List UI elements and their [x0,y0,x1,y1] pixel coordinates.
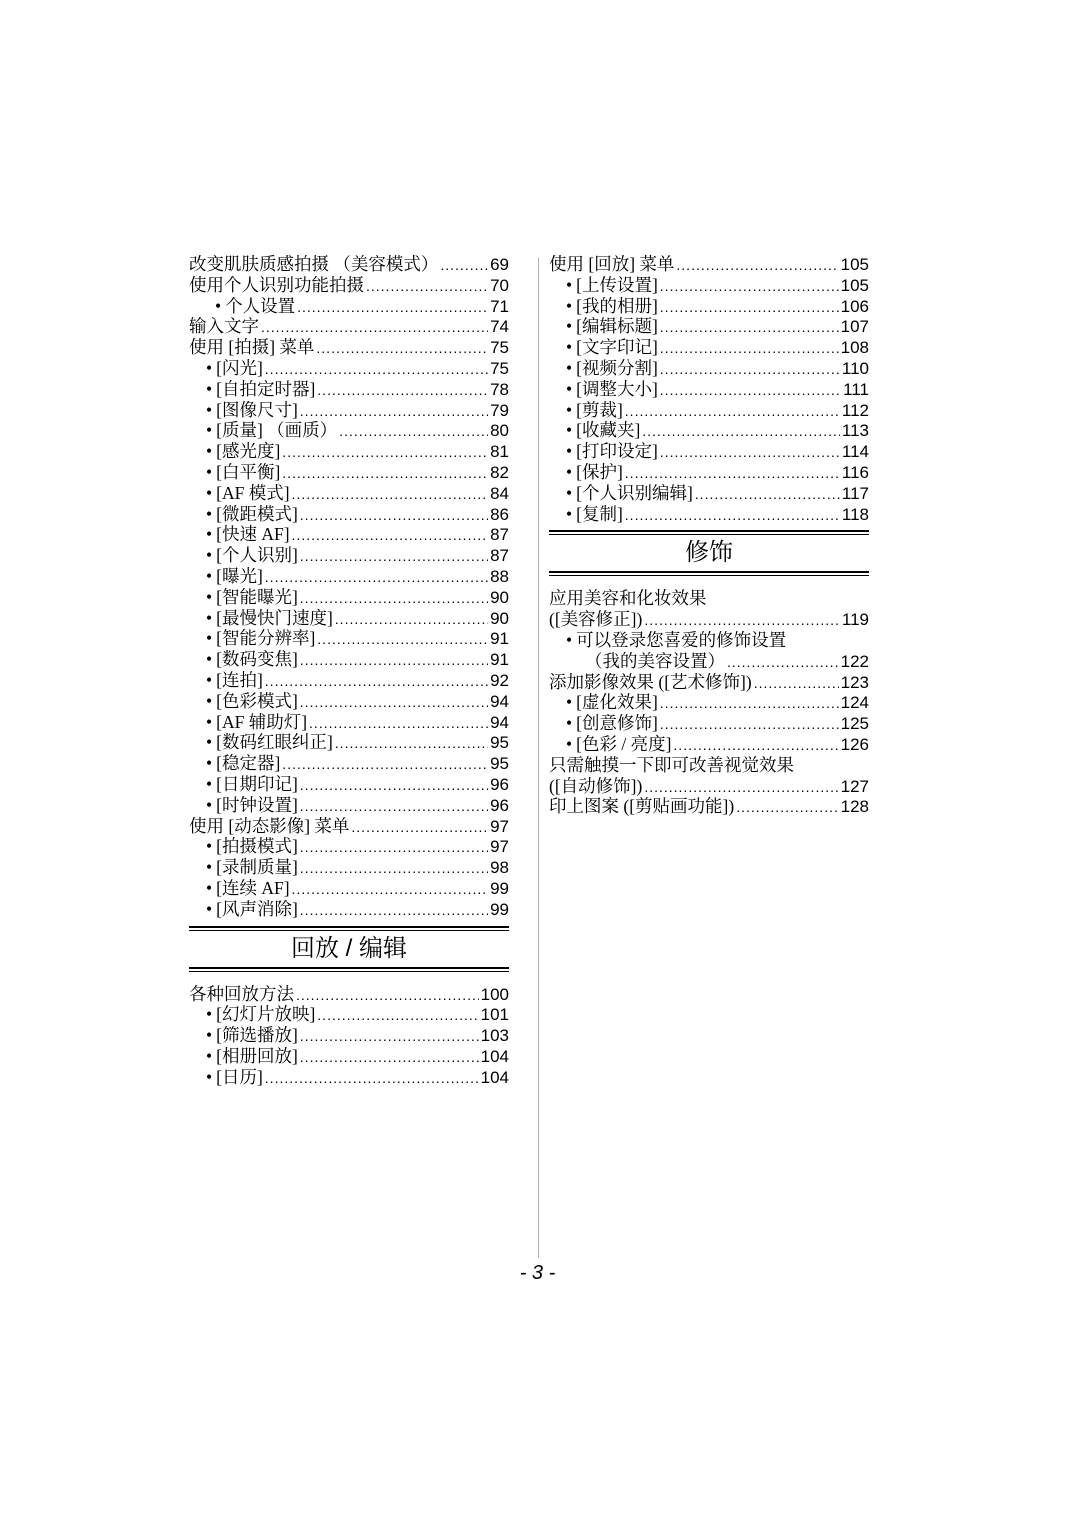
toc-entry[interactable] [549,254,869,275]
toc-entry[interactable] [549,755,869,776]
bullet-icon: • [566,337,573,358]
toc-entry-label: [个人识别编辑] [576,482,693,503]
leader-dots [754,673,839,694]
toc-entry-page: 117 [841,483,869,503]
bullet-icon: • [206,565,213,586]
leader-dots [300,775,488,796]
toc-entry-page: 80 [490,421,509,441]
toc-entry-label: 改变肌肤质感拍摄 （美容模式） [189,254,439,274]
leader-dots [282,754,488,775]
bullet-icon: • [566,503,573,524]
section-rule-bottom [189,967,509,972]
bullet-icon: • [206,482,213,503]
leader-dots [335,733,488,754]
toc-entry[interactable] [189,1046,509,1067]
toc-entry-page: 128 [840,797,869,817]
toc-entry-page: 87 [490,525,509,545]
bullet-icon: • [206,794,213,815]
leader-dots [261,317,488,338]
toc-entry[interactable] [189,712,509,733]
bullet-icon: • [206,1045,213,1066]
leader-dots [625,505,840,526]
leader-dots [660,359,840,380]
leader-dots [300,692,488,713]
leader-dots [644,777,838,798]
toc-entry[interactable] [189,608,509,629]
toc-entry-label: [虚化效果] [576,692,658,713]
leader-dots [440,255,488,276]
toc-entry-page: 81 [490,442,509,462]
bullet-icon: • [566,316,573,337]
section-rule-bottom [549,571,869,576]
toc-entry-label: [曝光] [216,565,263,586]
toc-entry-page: 101 [480,1005,509,1025]
toc-entry[interactable] [189,379,509,400]
toc-entry-page: 95 [490,733,509,753]
toc-entry-label: [文字印记] [576,337,658,358]
toc-entry[interactable] [189,587,509,608]
toc-entry-label: [快速 AF] [216,524,290,545]
bullet-icon: • [206,836,213,857]
bullet-icon: • [206,1066,213,1087]
leader-dots [625,463,840,484]
bullet-icon: • [206,898,213,919]
toc-entry-page: 107 [840,317,869,337]
leader-dots [316,338,488,359]
toc-entry-page: 105 [840,275,869,295]
toc-entry-page: 70 [490,275,509,295]
toc-entry-page: 90 [490,587,509,607]
leader-dots [317,380,488,401]
toc-entry[interactable] [189,296,509,317]
toc-entry-label: [闪光] [216,357,263,378]
toc-entry-page: 100 [480,984,509,1004]
toc-entry-label: 添加影像效果 ([艺术修饰]) [549,671,752,692]
toc-entry-page: 106 [840,296,869,316]
toc-entry-page: 91 [490,650,509,670]
leader-dots [660,276,839,297]
leader-dots [300,505,488,526]
column-divider [538,258,539,1258]
leader-dots [297,297,488,318]
toc-entry[interactable] [189,275,509,296]
leader-dots [300,837,488,858]
toc-entry[interactable] [189,400,509,421]
toc-entry[interactable] [549,337,869,358]
toc-entry-label: [AF 辅助灯] [216,711,308,732]
bullet-icon: • [206,628,213,649]
toc-entry-label: [数码红眼纠正] [216,732,333,753]
toc-entry-page: 98 [490,858,509,878]
bullet-icon: • [206,399,213,420]
toc-entry[interactable] [549,734,869,755]
toc-entry-page: 71 [490,296,509,316]
bullet-icon: • [206,357,213,378]
toc-entry-label: [筛选播放] [216,1025,298,1046]
toc-entry[interactable] [189,774,509,795]
toc-entry-page: 75 [490,358,509,378]
toc-entry[interactable] [189,545,509,566]
bullet-icon: • [206,420,213,441]
toc-entry-page: 112 [841,400,869,420]
toc-entry-page: 84 [490,483,509,503]
toc-entry[interactable] [549,609,869,630]
toc-entry-label: [感光度] [216,441,281,462]
toc-entry[interactable] [549,504,869,525]
toc-entry-label: [幻灯片放映] [216,1004,316,1025]
toc-entry[interactable] [549,713,869,734]
toc-left-column [189,254,509,1087]
toc-entry-page: 97 [490,816,509,836]
toc-entry-label: 使用 [拍摄] 菜单 [189,337,315,358]
leader-dots [300,650,488,671]
toc-entry-page: 69 [490,255,509,274]
toc-entry[interactable] [189,504,509,525]
leader-dots [727,652,839,673]
bullet-icon: • [206,503,213,524]
bullet-icon: • [206,545,213,566]
toc-entry[interactable] [549,483,869,504]
toc-entry[interactable] [189,836,509,857]
toc-list-right-retouch [549,588,869,817]
section-title: 修饰 [685,540,733,567]
toc-entry[interactable] [189,441,509,462]
toc-entry[interactable] [549,275,869,296]
toc-entry-label: [白平衡] [216,461,281,482]
toc-entry-label: [自拍定时器] [216,378,316,399]
leader-dots [317,1005,478,1026]
leader-dots [265,359,488,380]
bullet-icon: • [206,732,213,753]
toc-list-left-playback [189,984,509,1088]
toc-entry-page: 103 [480,1026,509,1046]
toc-entry-page: 123 [840,672,869,692]
section-header-playback-edit [189,926,509,972]
toc-entry[interactable] [549,776,869,797]
leader-dots [660,317,839,338]
toc-entry[interactable] [189,878,509,899]
toc-entry-page: 110 [841,358,869,378]
leader-dots [300,796,488,817]
toc-entry-page: 126 [840,734,869,754]
toc-entry-label: [保护] [576,461,623,482]
toc-entry-page: 124 [840,693,869,713]
toc-list-left-shooting [189,254,509,920]
bullet-icon: • [566,482,573,503]
toc-entry-page: 75 [490,338,509,358]
toc-entry[interactable] [549,630,869,651]
toc-entry-label: [最慢快门速度] [216,607,333,628]
toc-entry-label: 只需触摸一下即可改善视觉效果 [549,754,794,775]
leader-dots [292,879,489,900]
toc-entry[interactable] [189,462,509,483]
toc-entry-label: [上传设置] [576,274,658,295]
toc-entry-label: [日期印记] [216,773,298,794]
toc-entry[interactable] [549,462,869,483]
toc-entry-page: 116 [841,462,869,482]
bullet-icon: • [215,295,222,316]
toc-entry[interactable] [549,358,869,379]
toc-entry[interactable] [189,753,509,774]
toc-entry-label: [色彩 / 亮度] [576,733,672,754]
toc-entry[interactable] [549,588,869,609]
leader-dots [351,817,488,838]
leader-dots [300,546,488,567]
toc-entry-page: 96 [490,774,509,794]
toc-entry[interactable] [189,337,509,358]
bullet-icon: • [206,441,213,462]
bullet-icon: • [206,378,213,399]
toc-entry[interactable] [189,649,509,670]
bullet-icon: • [566,692,573,713]
toc-entry-label: 输入文字 [189,316,259,337]
toc-entry[interactable] [549,296,869,317]
toc-entry-page: 79 [490,400,509,420]
toc-entry-label: 各种回放方法 [189,983,294,1004]
toc-entry[interactable] [549,379,869,400]
toc-entry-page: 118 [841,504,869,524]
toc-entry-page: 114 [841,442,869,462]
toc-entry-label: [我的相册] [576,295,658,316]
toc-entry-page: 90 [490,608,509,628]
toc-entry-page: 86 [490,504,509,524]
toc-entry[interactable] [189,254,509,275]
toc-entry-label: 使用 [动态影像] 菜单 [189,815,350,836]
leader-dots [300,858,488,879]
toc-entry-label: [打印设定] [576,441,658,462]
toc-entry-page: 92 [490,670,509,690]
leader-dots [660,380,841,401]
leader-dots [642,421,840,442]
toc-entry[interactable] [189,628,509,649]
bullet-icon: • [206,1025,213,1046]
leader-dots [300,1047,479,1068]
toc-entry-page: 97 [490,837,509,857]
toc-entry-page: 127 [840,776,869,796]
toc-entry-label: [风声消除] [216,898,298,919]
toc-entry-page: 125 [840,714,869,734]
toc-entry-label: [复制] [576,503,623,524]
toc-entry[interactable] [189,899,509,920]
toc-entry[interactable] [549,651,869,672]
leader-dots [300,588,488,609]
bullet-icon: • [566,733,573,754]
bullet-icon: • [566,441,573,462]
toc-list-right-playback-menu [549,254,869,524]
toc-entry-label: [AF 模式] [216,482,290,503]
bullet-icon: • [206,711,213,732]
bullet-icon: • [206,524,213,545]
toc-entry-label: [录制质量] [216,857,298,878]
bullet-icon: • [206,773,213,794]
toc-entry-label: ([美容修正]) [549,609,643,630]
leader-dots [660,297,839,318]
toc-entry-label: [视频分割] [576,357,658,378]
toc-entry[interactable] [549,692,869,713]
toc-entry-label: [时钟设置] [216,794,298,815]
toc-entry-label: [创意修饰] [576,713,658,734]
toc-entry-label: [图像尺寸] [216,399,298,420]
toc-entry-page: 91 [490,629,509,649]
toc-entry-page: 82 [490,462,509,482]
toc-entry-label: [编辑标题] [576,316,658,337]
toc-entry-page: 94 [490,691,509,711]
toc-entry-label: [数码变焦] [216,649,298,670]
leader-dots [736,797,838,818]
toc-entry-label: [调整大小] [576,378,658,399]
leader-dots [309,713,488,734]
bullet-icon: • [206,607,213,628]
toc-entry-page: 111 [843,379,869,399]
bullet-icon: • [566,295,573,316]
toc-entry-page: 113 [841,421,869,441]
leader-dots [300,401,488,422]
toc-entry-label: [智能分辨率] [216,628,316,649]
toc-entry[interactable] [549,441,869,462]
toc-entry-page: 88 [490,566,509,586]
toc-entry[interactable] [189,1004,509,1025]
toc-entry[interactable] [189,857,509,878]
toc-entry-label: （我的美容设置） [585,650,725,671]
toc-entry-label: [相册回放] [216,1045,298,1066]
toc-entry-page: 122 [840,651,869,671]
toc-entry[interactable] [189,984,509,1005]
toc-entry-label: [连拍] [216,669,263,690]
leader-dots [660,693,839,714]
toc-entry[interactable] [189,358,509,379]
toc-entry-page: 99 [490,878,509,898]
toc-entry[interactable] [189,1067,509,1088]
toc-entry-page: 74 [490,317,509,337]
leader-dots [339,421,488,442]
toc-entry-label: [连续 AF] [216,877,290,898]
page-number: - 3 - [519,1262,556,1284]
toc-entry-page: 105 [840,255,869,274]
toc-entry-label: [稳定器] [216,753,281,774]
toc-entry-page: 78 [490,379,509,399]
toc-entry-label: [日历] [216,1066,263,1087]
toc-entry-page: 87 [490,546,509,566]
toc-entry-label: 应用美容和化妆效果 [549,588,707,609]
toc-entry-page: 95 [490,754,509,774]
toc-entry[interactable] [549,796,869,817]
leader-dots [673,735,838,756]
toc-entry[interactable] [189,524,509,545]
toc-entry[interactable] [189,795,509,816]
bullet-icon: • [566,399,573,420]
toc-entry-label: [色彩模式] [216,690,298,711]
toc-entry[interactable] [189,691,509,712]
leader-dots [644,610,840,631]
bullet-icon: • [566,420,573,441]
toc-entry[interactable] [189,732,509,753]
toc-entry[interactable] [549,316,869,337]
toc-entry-page: 104 [480,1067,509,1087]
toc-entry[interactable] [189,483,509,504]
toc-entry[interactable] [549,672,869,693]
toc-entry-label: [个人识别] [216,545,298,566]
bullet-icon: • [566,629,573,650]
bullet-icon: • [566,713,573,734]
leader-dots [300,900,488,921]
leader-dots [296,985,479,1006]
toc-entry-page: 99 [490,899,509,919]
leader-dots [335,609,488,630]
bullet-icon: • [206,1004,213,1025]
toc-entry-label: 印上图案 ([剪贴画功能]) [549,796,735,817]
leader-dots [676,255,838,276]
toc-entry[interactable] [549,420,869,441]
toc-entry-label: [剪裁] [576,399,623,420]
bullet-icon: • [206,857,213,878]
toc-entry[interactable] [189,316,509,337]
leader-dots [292,525,489,546]
toc-entry-page: 108 [840,338,869,358]
bullet-icon: • [566,357,573,378]
toc-entry-label: [拍摄模式] [216,836,298,857]
toc-entry-page: 96 [490,795,509,815]
bullet-icon: • [566,274,573,295]
bullet-icon: • [566,461,573,482]
leader-dots [265,1068,479,1089]
bullet-icon: • [206,669,213,690]
bullet-icon: • [206,877,213,898]
leader-dots [625,401,840,422]
bullet-icon: • [206,586,213,607]
leader-dots [660,442,840,463]
leader-dots [660,338,839,359]
leader-dots [282,463,488,484]
toc-entry[interactable] [189,1025,509,1046]
toc-entry-label: 个人设置 [225,295,296,316]
toc-entry-label: [收藏夹] [576,420,641,441]
toc-entry[interactable] [189,420,509,441]
toc-entry-page: 94 [490,712,509,732]
toc-entry-page: 104 [480,1046,509,1066]
bullet-icon: • [566,378,573,399]
leader-dots [317,629,488,650]
leader-dots [366,276,488,297]
leader-dots [292,484,489,505]
bullet-icon: • [206,461,213,482]
leader-dots [265,671,488,692]
bullet-icon: • [206,690,213,711]
leader-dots [300,1026,479,1047]
leader-dots [695,484,840,505]
toc-entry-page: 119 [841,610,869,630]
toc-entry-label: 使用个人识别功能拍摄 [189,274,364,295]
toc-entry-label: 使用 [回放] 菜单 [549,254,675,274]
section-header-retouch [549,530,869,576]
toc-entry-label: [质量] （画质） [216,420,338,441]
toc-entry[interactable] [189,566,509,587]
toc-entry-label: 可以登录您喜爱的修饰设置 [576,629,787,650]
toc-entry[interactable] [189,670,509,691]
toc-right-column [549,254,869,817]
toc-entry-label: [微距模式] [216,503,298,524]
leader-dots [282,442,488,463]
leader-dots [660,714,839,735]
leader-dots [265,567,488,588]
section-title: 回放 / 编辑 [290,934,407,962]
toc-entry[interactable] [189,816,509,837]
toc-entry[interactable] [549,400,869,421]
toc-entry-label: [智能曝光] [216,586,298,607]
toc-entry-label: ([自动修饰]) [549,775,643,796]
bullet-icon: • [206,753,213,774]
bullet-icon: • [206,649,213,670]
